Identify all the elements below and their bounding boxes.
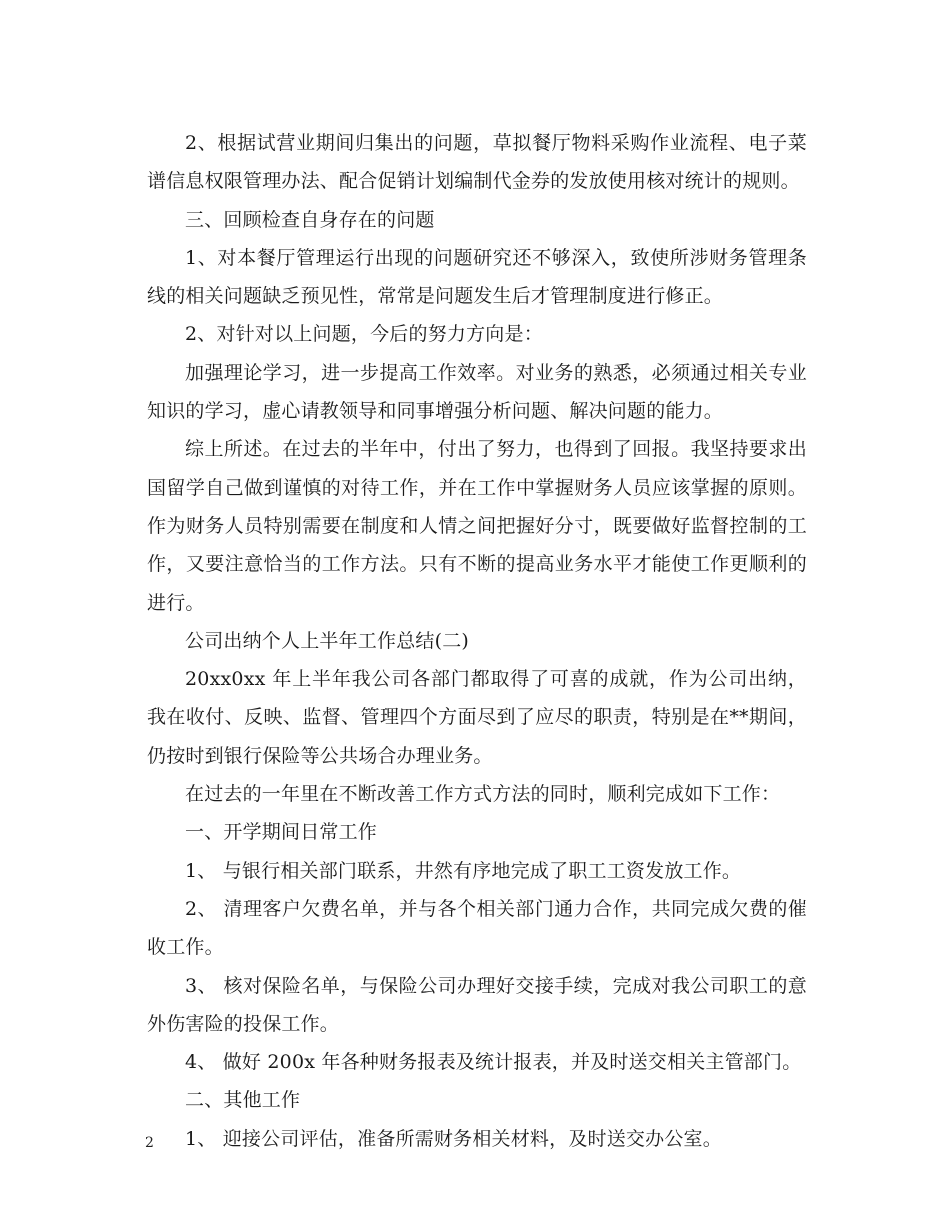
paragraph-9: 在过去的一年里在不断改善工作方式方法的同时，顺利完成如下工作： bbox=[185, 783, 781, 806]
section-heading-daily-work: 一、开学期间日常工作 bbox=[185, 821, 378, 844]
paragraph-1: 2、根据试营业期间归集出的问题，草拟餐厅物料采购作业流程、电子菜谱信息权限管理办法、配合促销计划编制代金券的发放使用核对统计的规则。 bbox=[147, 132, 807, 193]
paragraph-5: 加强理论学习，进一步提高工作效率。对业务的熟悉，必须通过相关专业知识的学习，虚心请教领导和同事增强分析问题、解决问题的能力。 bbox=[147, 361, 807, 423]
list-item-4: 4、 做好 200x 年各种财务报表及统计报表，并及时送交相关主管部门。 bbox=[185, 1051, 802, 1074]
section-heading-other-work: 二、其他工作 bbox=[185, 1089, 301, 1112]
section-heading-review: 三、回顾检查自身存在的问题 bbox=[185, 208, 435, 231]
document-body bbox=[147, 124, 807, 1158]
list-item-5: 1、 迎接公司评估，准备所需财务相关材料，及时送交办公室。 bbox=[185, 1127, 722, 1150]
list-item-2: 2、 清理客户欠费名单，并与各个相关部门通力合作，共同完成欠费的催收工作。 bbox=[147, 897, 807, 959]
paragraph-8: 20xx0xx 年上半年我公司各部门都取得了可喜的成就，作为公司出纳，我在收付、反映、监督、管理四个方面尽到了应尽的职责，特别是在**期间，仍按时到银行保险等公共场合办理业务。 bbox=[147, 668, 807, 767]
paragraph-3: 1、对本餐厅管理运行出现的问题研究还不够深入，致使所涉财务管理条线的相关问题缺乏预见性，常常是问题发生后才管理制度进行修正。 bbox=[147, 246, 807, 308]
list-item-3: 3、 核对保险名单，与保险公司办理好交接手续，完成对我公司职工的意外伤害险的投保工作。 bbox=[147, 974, 807, 1035]
page-number: 2 bbox=[145, 1135, 154, 1151]
paragraph-summary: 综上所述。在过去的半年中，付出了努力，也得到了回报。我坚持要求出国留学自己做到谨慎的对待工作，并在工作中掌握财务人员应该掌握的原则。作为财务人员特别需要在制度和人情之间把握好分寸，既要做好监督控制的工作，又要注意恰当的工作方法。只有不断的提高业务水平才能使工作更顺利的进行。 bbox=[147, 438, 807, 614]
paragraph-4: 2、对针对以上问题，今后的努力方向是： bbox=[185, 323, 543, 346]
document-subtitle: 公司出纳个人上半年工作总结(二) bbox=[185, 629, 470, 652]
list-item-1: 1、 与银行相关部门联系，井然有序地完成了职工工资发放工作。 bbox=[185, 859, 742, 882]
